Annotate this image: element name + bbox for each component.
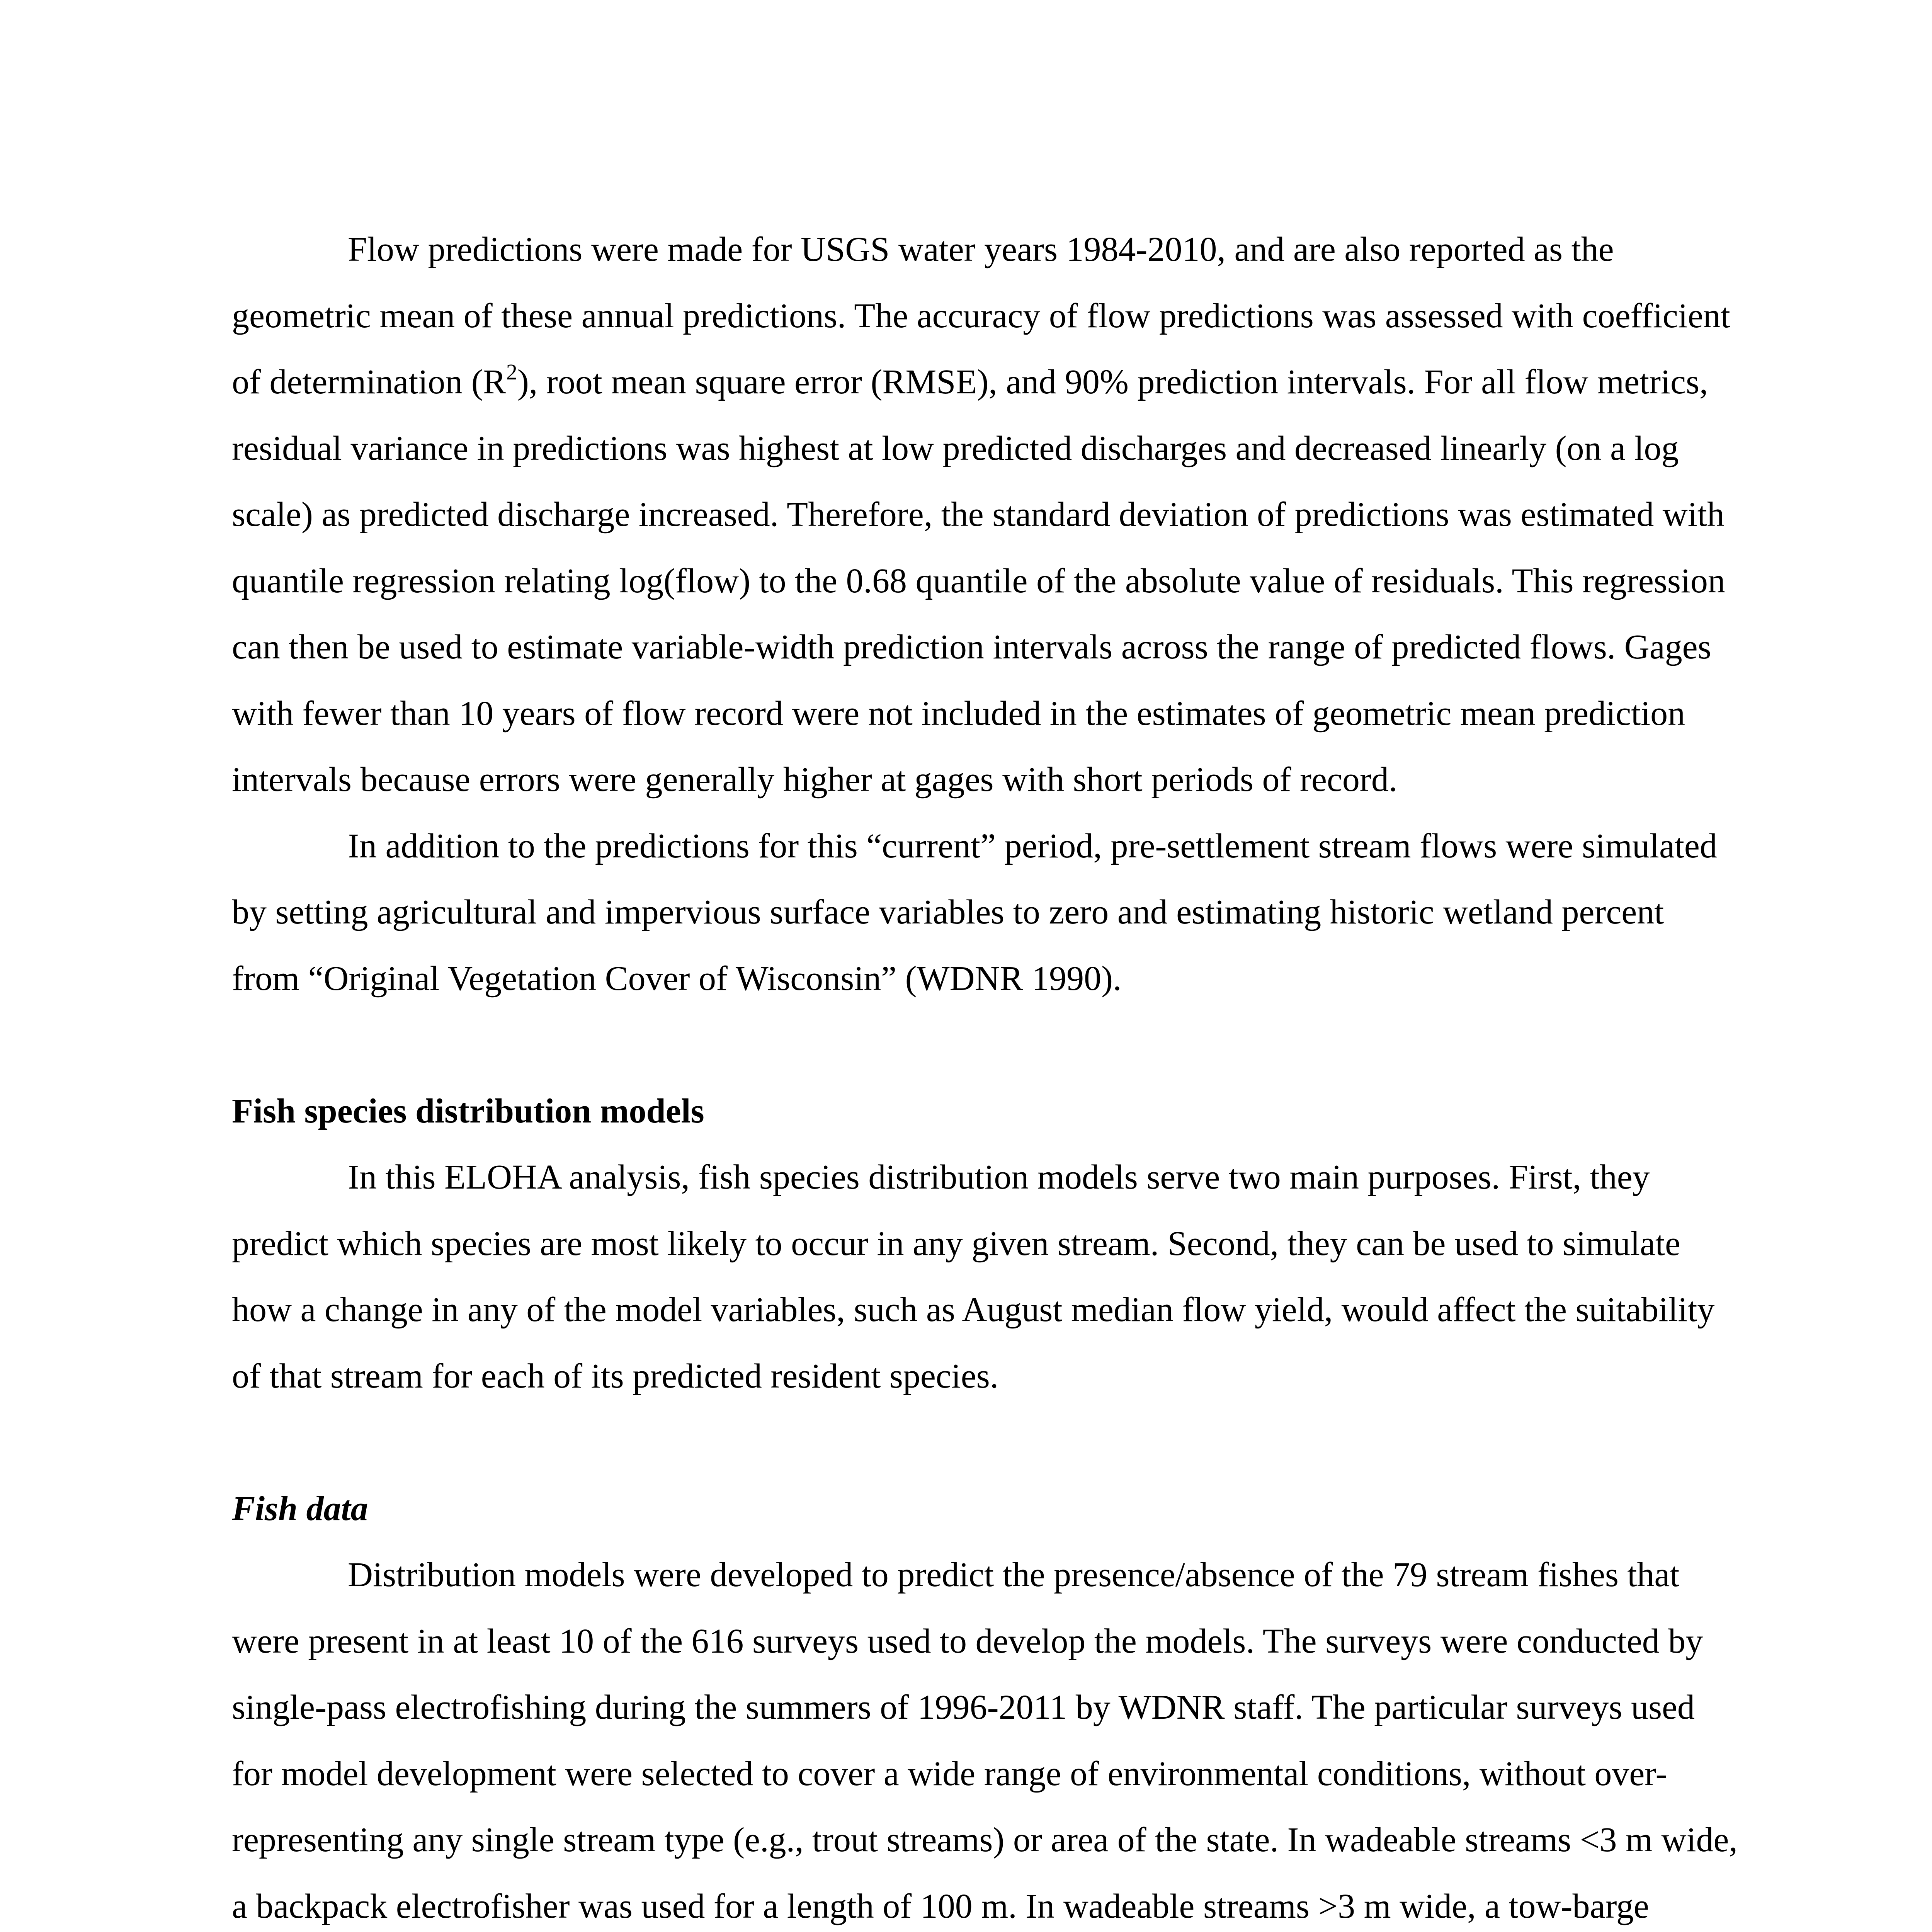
subsection-heading-fish-data: Fish data [232,1489,368,1528]
paragraph-flow-predictions-part1: Flow predictions were made for USGS water years 1984-2010, and are also reported as the geometric mean of these annual predictions. The accuracy of flow predictions was assessed with coefficient of determination (R [232,230,1730,401]
paragraph-fish-data: Distribution models were developed to predict the presence/absence of the 79 stream fishes that were present in at least 10 of the 616 surveys used to develop the models. The surveys were conducted by single-pass electrofishing during the summers of 1996-2011 by WDNR staff. The particular surveys used for model development were selected to cover a wide range of environmental conditions, without over-representing any single stream type (e.g., trout streams) or area of the state. In wadeable streams <3 m wide, a backpack electrofisher was used for a length of 100 m. In wadeable streams >3 m wide, a tow-barge [232,1556,1738,1925]
r-squared-superscript: 2 [506,359,517,384]
document-body [232,216,1739,1932]
paragraph-flow-predictions [232,216,1739,813]
paragraph-eloha-analysis: In this ELOHA analysis, fish species distribution models serve two main purposes. First, they predict which species are most likely to occur in any given stream. Second, they can be used to simulate how a change in any of the model variables, such as August median flow yield, would affect the suitability of that stream for each of its predicted resident species. [232,1158,1715,1395]
section-heading-fish-models: Fish species distribution models [232,1092,704,1130]
paragraph-pre-settlement: In addition to the predictions for this “current” period, pre-settlement stream flows were simulated by setting agricultural and impervious surface variables to zero and estimating historic wetland percent from “Original Vegetation Cover of Wisconsin” (WDNR 1990). [232,827,1717,998]
paragraph-flow-predictions-part2: ), root mean square error (RMSE), and 90% prediction intervals. For all flow metrics, residual variance in predictions was highest at low predicted discharges and decreased linearly (on a log scale) as predicted discharge increased. Therefore, the standard deviation of predictions was estimated with quantile regression relating log(flow) to the 0.68 quantile of the absolute value of residuals. This regression can then be used to estimate variable-width prediction intervals across the range of predicted flows. Gages with fewer than 10 years of flow record were not included in the estimates of geometric mean prediction intervals because errors were generally higher at gages with short periods of record. [232,363,1725,799]
